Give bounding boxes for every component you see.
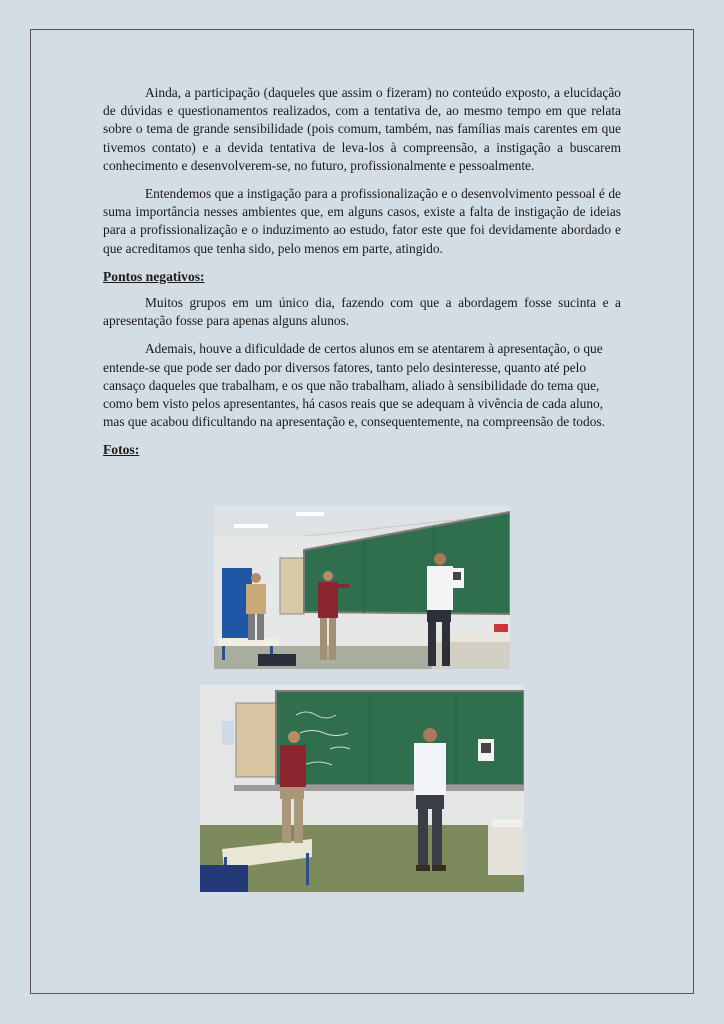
paragraph-participation: Ainda, a participação (daqueles que assim o fizeram) no conteúdo exposto, a elucidação de dúvidas e questionamentos realizados, com a tentativa de, ao mesmo tempo em que relata sobre o tema de grande sensibilidade (pois comum, também, nas famílias mais carentes em que tivemos contato) e a devida tentativa de leva-los à compreensão, a instigação a buscarem conhecimento e desenvolverem-se, no futuro, profissionalmente e pessoalmente.: [103, 85, 621, 173]
paragraph-professionalization: Entendemos que a instigação para a profissionalização e o desenvolvimento pessoal é de suma importância nesses ambientes que, em alguns casos, existe a falta de instigação de ideias para a profissionalização e o induzimento ao estudo, fator este que foi devidamente abordado e que acreditamos que tenha sido, pelo menos em parte, atingido.: [103, 186, 621, 256]
classroom-photo-1: [214, 506, 510, 669]
paragraph-many-groups: Muitos grupos em um único dia, fazendo com que a abordagem fosse sucinta e a apresentação fosse para apenas alguns alunos.: [103, 295, 621, 329]
document-body: [103, 84, 621, 468]
classroom-photo-2-image: [200, 685, 524, 892]
classroom-photo-2: [200, 685, 524, 892]
classroom-photo-1-image: [214, 506, 510, 669]
photos-heading: Fotos:: [103, 442, 140, 458]
negatives-heading: Pontos negativos:: [103, 268, 205, 284]
paragraph-difficulty: Ademais, houve a dificuldade de certos alunos em se atentarem à apresentação, o que entende-se que pode ser dado por diversos fatores, tanto pelo desinteresse, quanto até pelo cansaço daqueles que trabalham, e os que não trabalham, aliado à sensibilidade do tema que, como bem visto pelos apresentantes, há casos reais que se adequam à vivência de cada aluno, mas que acabou dificultando na apresentação e, consequentemente, na compreensão de todos.: [103, 341, 605, 430]
